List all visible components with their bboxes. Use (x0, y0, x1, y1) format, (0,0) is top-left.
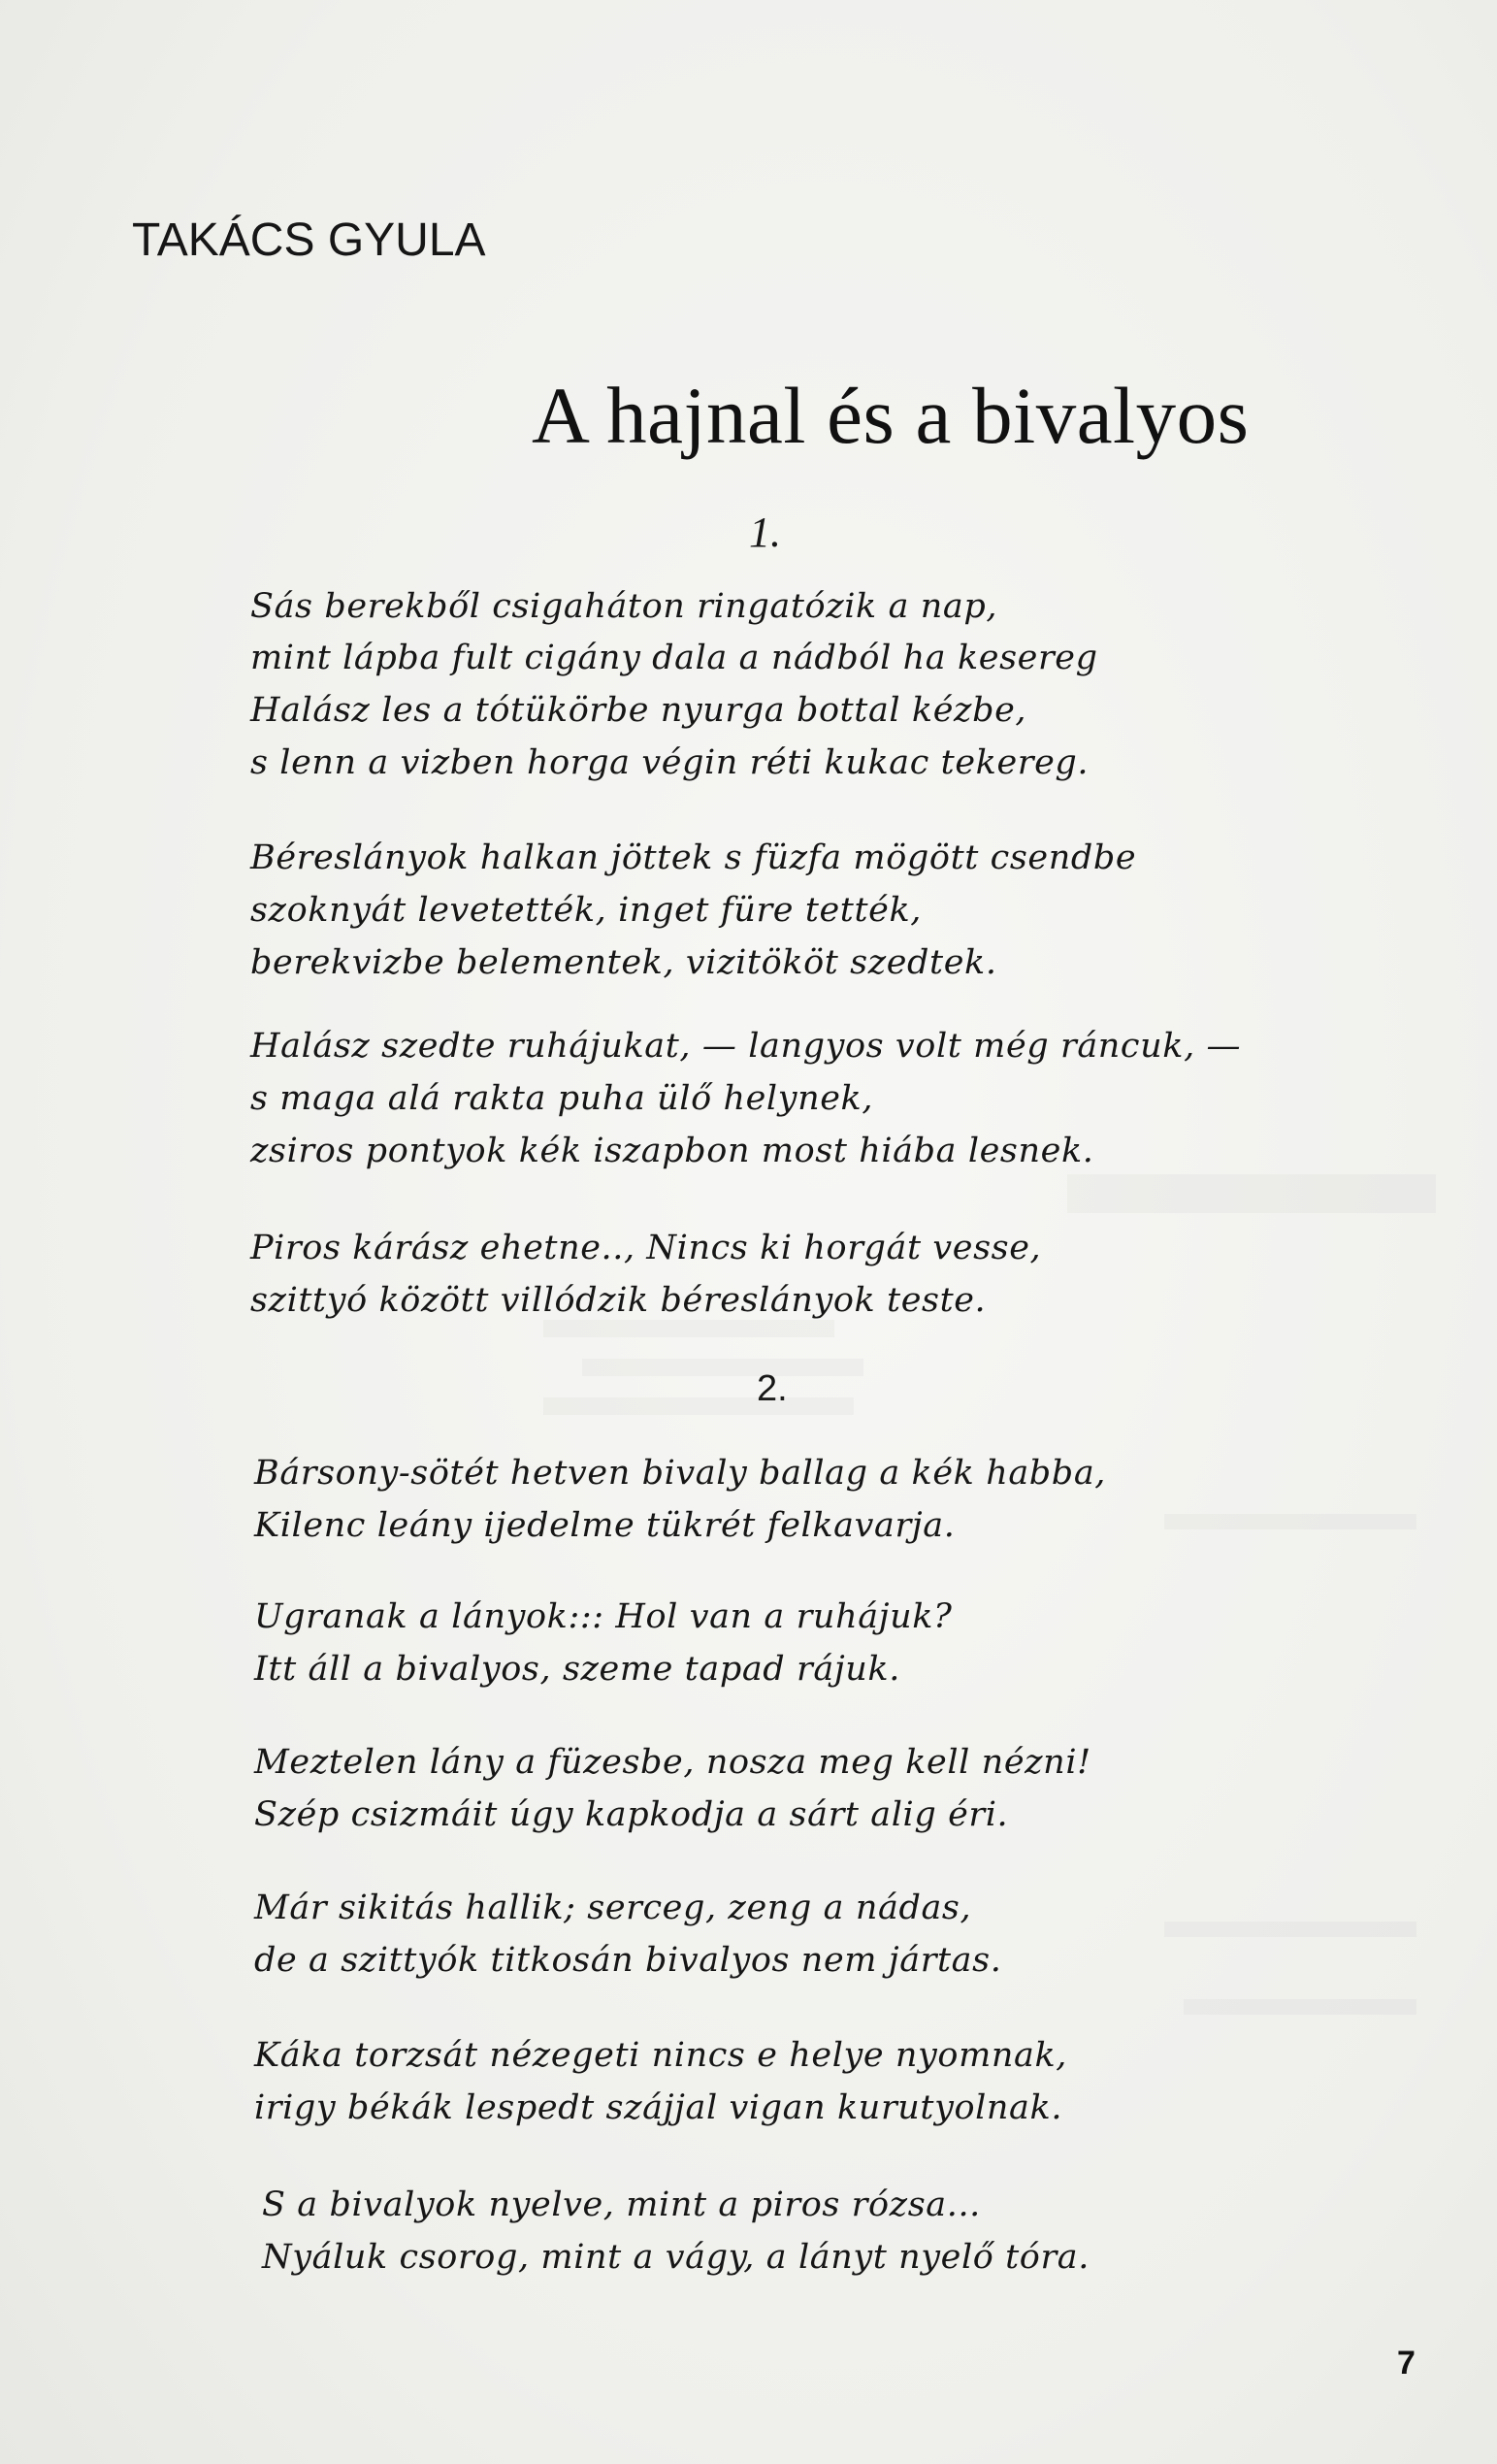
poem-line: zsiros pontyok kék iszapbon most hiába lesnek. (250, 1132, 1094, 1170)
poem-line: berekvizbe belementek, vizitököt szedtek. (250, 943, 997, 982)
poem-line: Szép csizmáit úgy kapkodja a sárt alig éri. (254, 1795, 1009, 1834)
poem-line: Nyáluk csorog, mint a vágy, a lányt nyelő tóra. (262, 2238, 1090, 2277)
poem-line: S a bivalyok nyelve, mint a piros rózsa... (262, 2185, 981, 2224)
bleed-mark (1164, 1922, 1416, 1937)
poem-line: Káka torzsát nézegeti nincs e helye nyomnak, (254, 2036, 1068, 2075)
author-name: TAKÁCS GYULA (132, 214, 486, 266)
poem-line: Itt áll a bivalyos, szeme tapad rájuk. (254, 1650, 900, 1689)
poem-title: A hajnal és a bivalyos (532, 371, 1250, 460)
poem-line: Meztelen lány a füzesbe, nosza meg kell nézni! (254, 1743, 1091, 1782)
poem-line: de a szittyók titkosán bivalyos nem jártas. (254, 1941, 1002, 1980)
poem-line: s lenn a vizben horga végin réti kukac tekereg. (250, 743, 1090, 782)
poem-line: irigy békák lespedt szájjal vigan kurutyolnak. (254, 2088, 1063, 2127)
poem-line: Piros kárász ehetne.., Nincs ki horgát vesse, (250, 1229, 1042, 1267)
poem-line: Halász les a tótükörbe nyurga bottal kézbe, (250, 691, 1027, 730)
poem-line: Sás berekből csigaháton ringatózik a nap, (250, 587, 998, 626)
bleed-mark (1067, 1174, 1436, 1213)
bleed-mark (1164, 1514, 1416, 1529)
page-number: 7 (1397, 2345, 1416, 2382)
bleed-mark (582, 1359, 863, 1376)
poem-line: mint lápba fult cigány dala a nádból ha kesereg (250, 639, 1098, 677)
section-number-1: 1. (749, 509, 781, 556)
bleed-mark (543, 1397, 854, 1415)
bleed-mark (1184, 1999, 1416, 2015)
poem-line: Már sikitás hallik; serceg, zeng a nádas, (254, 1889, 972, 1927)
poem-line: Kilenc leány ijedelme tükrét felkavarja. (254, 1506, 956, 1545)
poem-line: Ugranak a lányok::: Hol van a ruhájuk? (254, 1597, 953, 1636)
section-number-2: 2. (757, 1368, 788, 1409)
poem-line: Halász szedte ruhájukat, — langyos volt még ráncuk, — (250, 1027, 1242, 1066)
poem-line: szoknyát levetették, inget füre tették, (250, 891, 922, 930)
poem-line: Béreslányok halkan jöttek s füzfa mögött csendbe (250, 838, 1137, 877)
poem-line: Bársony-sötét hetven bivaly ballag a kék habba, (254, 1454, 1107, 1493)
bleed-mark (543, 1320, 834, 1337)
poem-line: szittyó között villódzik béreslányok teste. (250, 1281, 987, 1320)
poem-line: s maga alá rakta puha ülő helynek, (250, 1079, 874, 1118)
